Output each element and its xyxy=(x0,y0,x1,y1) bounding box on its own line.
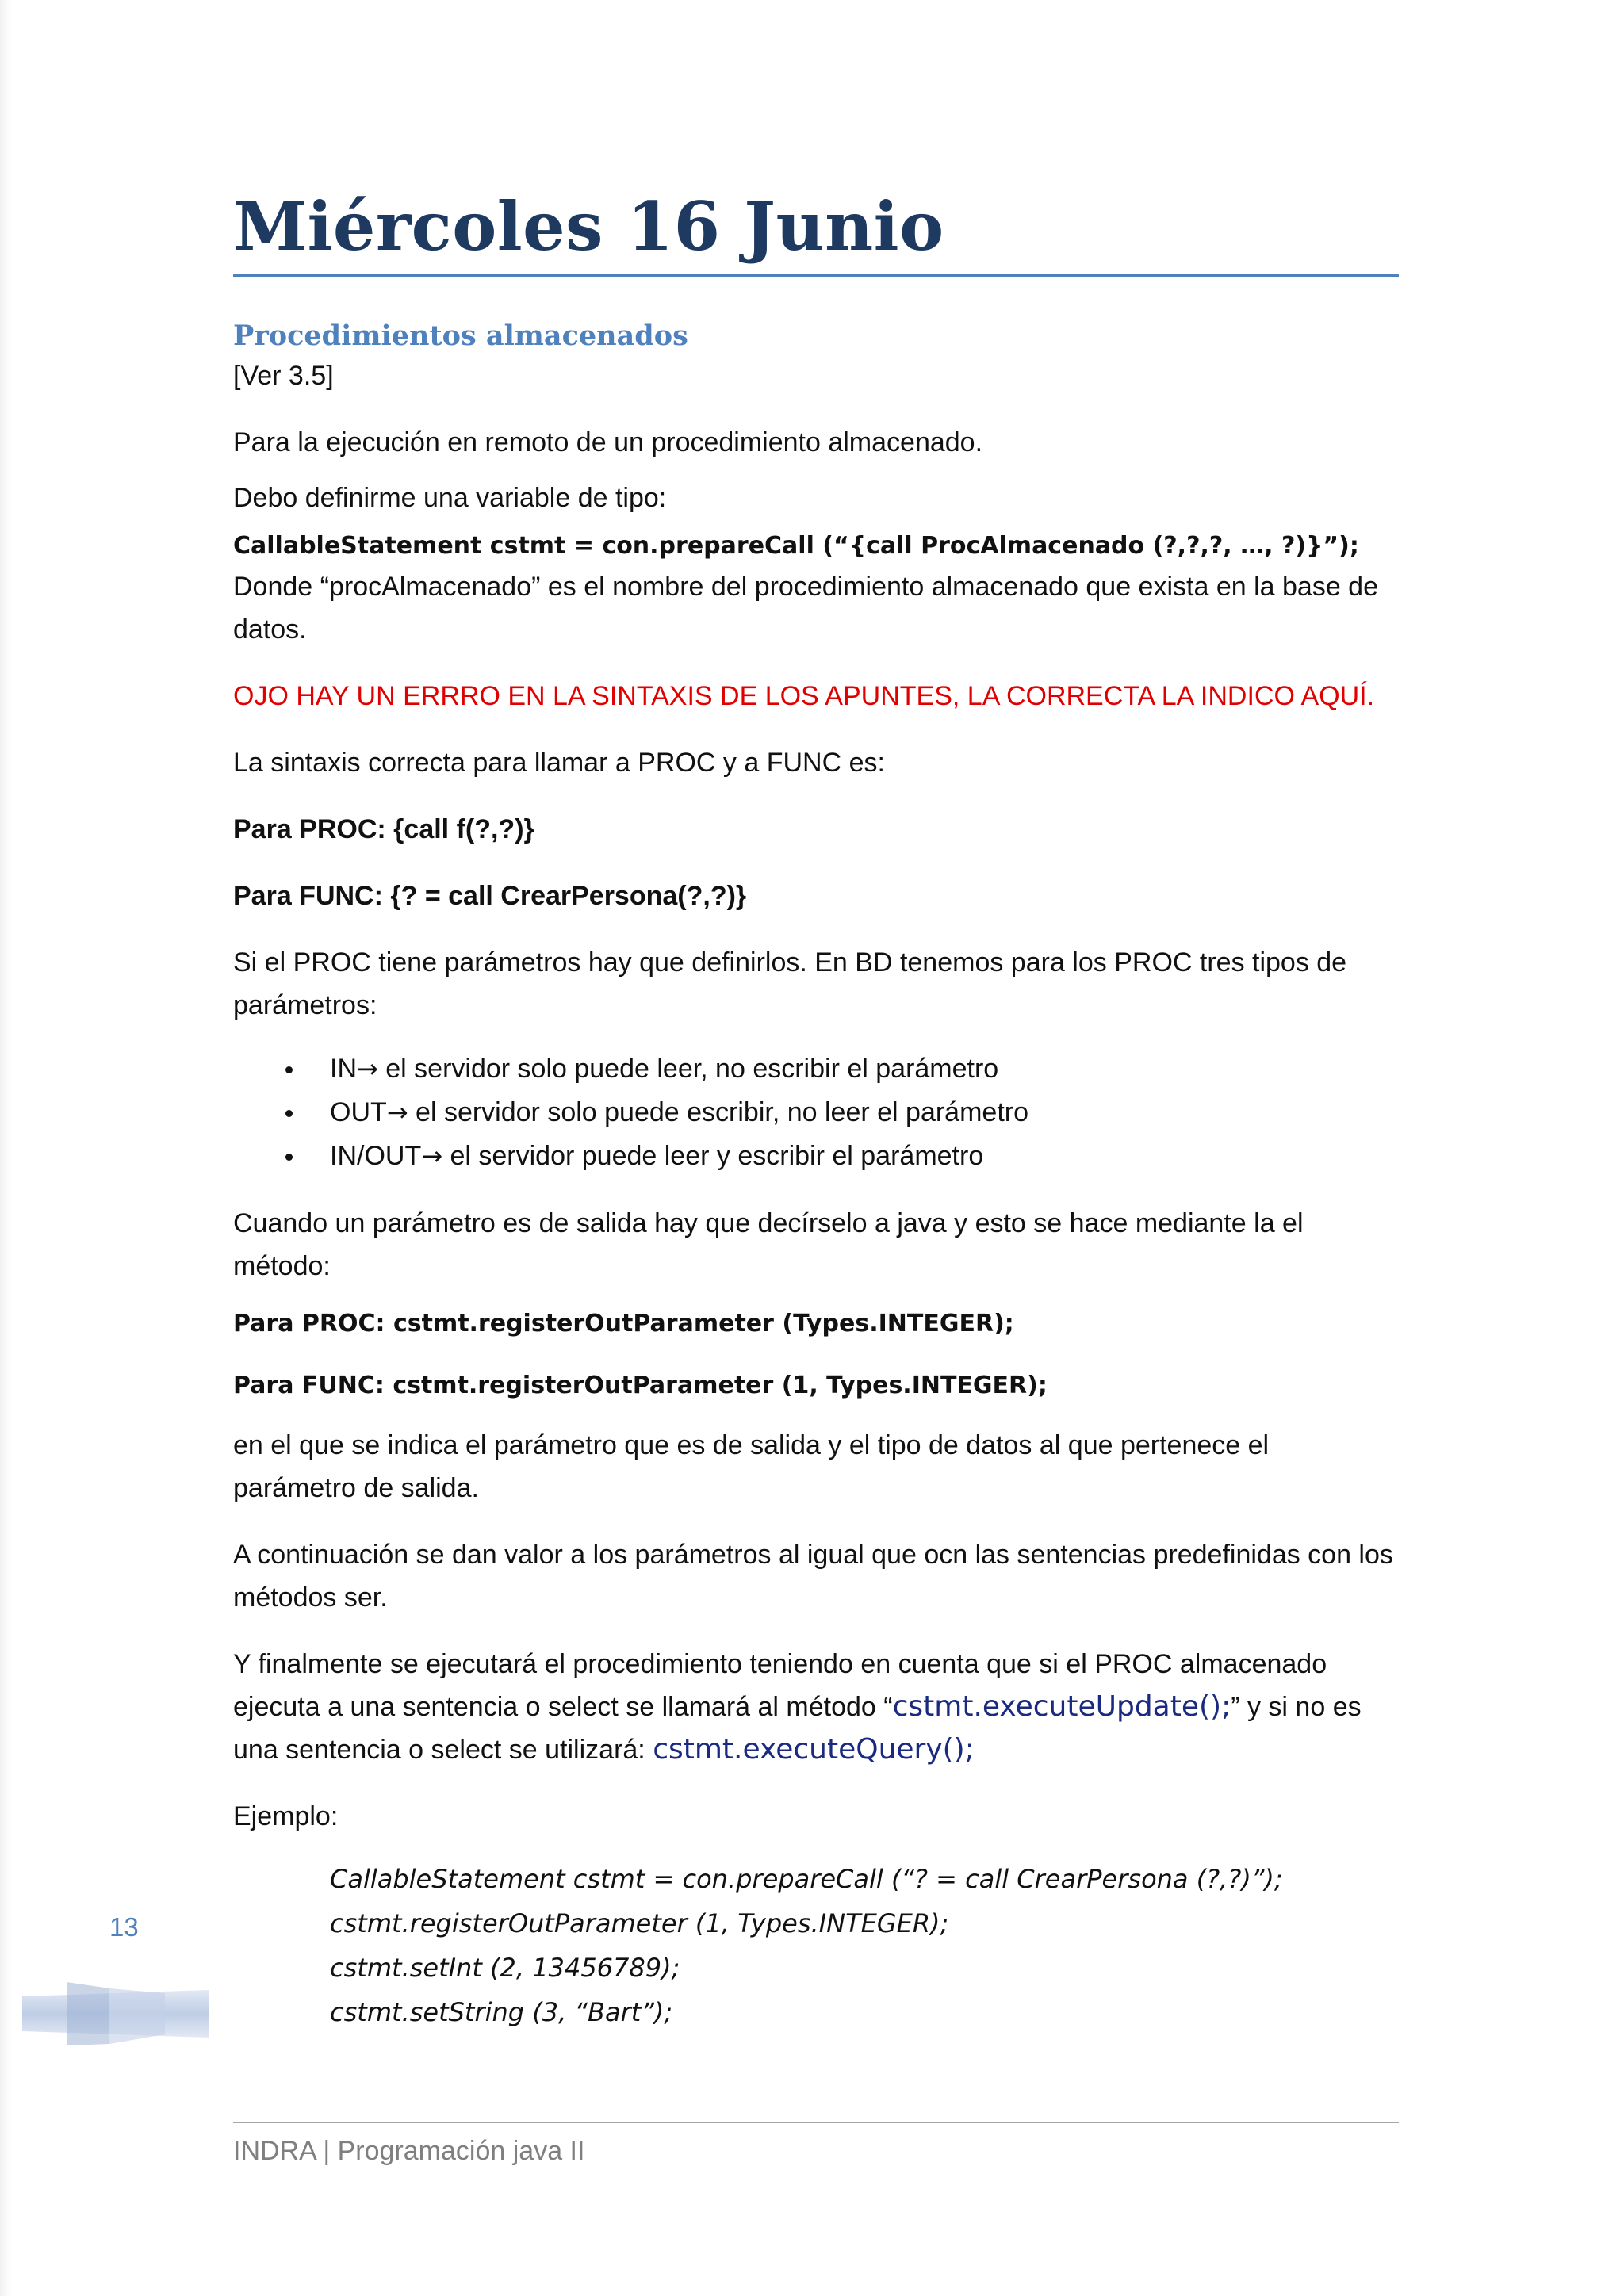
paragraph-output-param: Cuando un parámetro es de salida hay que decírselo a java y esto se hace mediante la el método: xyxy=(233,1207,1304,1281)
code-register-proc: Para PROC: cstmt.registerOutParameter (Types.INTEGER); xyxy=(233,1309,1014,1337)
page-footer: INDRA | Programación java II xyxy=(233,2136,585,2166)
warning-text: OJO HAY UN ERRRO EN LA SINTAXIS DE LOS APUNTES, LA CORRECTA LA INDICO AQUÍ. xyxy=(233,680,1375,711)
page-content xyxy=(233,187,1399,2034)
arrow-right-icon: → xyxy=(386,1096,408,1127)
proc-syntax: Para PROC: {call f(?,?)} xyxy=(233,813,534,844)
arrow-right-icon: → xyxy=(421,1140,443,1171)
list-item-term: IN/OUT xyxy=(330,1140,422,1171)
example-line: cstmt.setString (3, “Bart”); xyxy=(330,1996,673,2027)
page-tab-decoration xyxy=(22,1982,209,2045)
page-title: Miércoles 16 Junio xyxy=(233,187,944,266)
example-line: cstmt.setInt (2, 13456789); xyxy=(330,1952,680,1983)
func-syntax: Para FUNC: {? = call CrearPersona(?,?)} xyxy=(233,880,747,911)
list-item xyxy=(233,1135,1399,1178)
parameter-type-list xyxy=(233,1047,1399,1178)
arrow-right-icon: → xyxy=(357,1053,378,1084)
list-item-term: IN xyxy=(330,1053,357,1084)
execute-query-code: cstmt.executeQuery(); xyxy=(653,1732,975,1766)
list-item xyxy=(233,1047,1399,1091)
section-heading: Procedimientos almacenados xyxy=(233,320,688,353)
execute-update-code: cstmt.executeUpdate(); xyxy=(892,1689,1231,1723)
list-item-text: el servidor solo puede escribir, no leer el parámetro xyxy=(408,1096,1028,1127)
page-number: 13 xyxy=(109,1912,139,1942)
list-item xyxy=(233,1091,1399,1135)
title-underline xyxy=(233,274,1399,277)
paragraph-proc-name: Donde “procAlmacenado” es el nombre del procedimiento almacenado que exista en la base de datos. xyxy=(233,571,1378,645)
example-label: Ejemplo: xyxy=(233,1800,339,1831)
paragraph-output-explanation: en el que se indica el parámetro que es de salida y el tipo de datos al que pertenece el parámetro de salida. xyxy=(233,1429,1270,1503)
footer-divider xyxy=(233,2122,1399,2123)
code-register-func: Para FUNC: cstmt.registerOutParameter (1, Types.INTEGER); xyxy=(233,1371,1048,1399)
paragraph-parameters: Si el PROC tiene parámetros hay que definirlos. En BD tenemos para los PROC tres tipos de parámetros: xyxy=(233,947,1347,1020)
section-reference: [Ver 3.5] xyxy=(233,360,334,391)
paragraph-define-variable: Debo definirme una variable de tipo: xyxy=(233,482,667,513)
execute-text-b: ” y si no es una sentencia o select se utilizará: xyxy=(233,1691,1362,1765)
example-line: CallableStatement cstmt = con.prepareCall (“? = call CrearPersona (?,?)”); xyxy=(330,1863,1283,1894)
example-code-block xyxy=(233,1857,1399,2034)
bullet-dot xyxy=(285,1110,293,1117)
bullet-dot xyxy=(285,1154,293,1161)
list-item-text: el servidor puede leer y escribir el parámetro xyxy=(442,1140,984,1171)
paragraph-set-values: A continuación se dan valor a los parámetros al igual que ocn las sentencias predefinidas con los métodos ser. xyxy=(233,1539,1393,1613)
example-line: cstmt.registerOutParameter (1, Types.INTEGER); xyxy=(330,1908,949,1938)
list-item-text: el servidor solo puede leer, no escribir el parámetro xyxy=(377,1053,999,1084)
execute-text-a: Y finalmente se ejecutará el procedimiento teniendo en cuenta que si el PROC almacenado ejecuta a una sentencia o select se llamará al método “ xyxy=(233,1648,1327,1722)
bullet-dot xyxy=(285,1066,293,1073)
paragraph-execute xyxy=(233,1643,1399,1771)
code-callable-statement: CallableStatement cstmt = con.prepareCall (“{call ProcAlmacenado (?,?,?, …, ?)}”); xyxy=(233,531,1359,560)
list-item-term: OUT xyxy=(330,1096,387,1127)
paragraph-correct-syntax: La sintaxis correcta para llamar a PROC y a FUNC es: xyxy=(233,747,885,778)
paragraph-intro: Para la ejecución en remoto de un procedimiento almacenado. xyxy=(233,427,983,457)
page-edge-shadow xyxy=(0,0,11,2296)
